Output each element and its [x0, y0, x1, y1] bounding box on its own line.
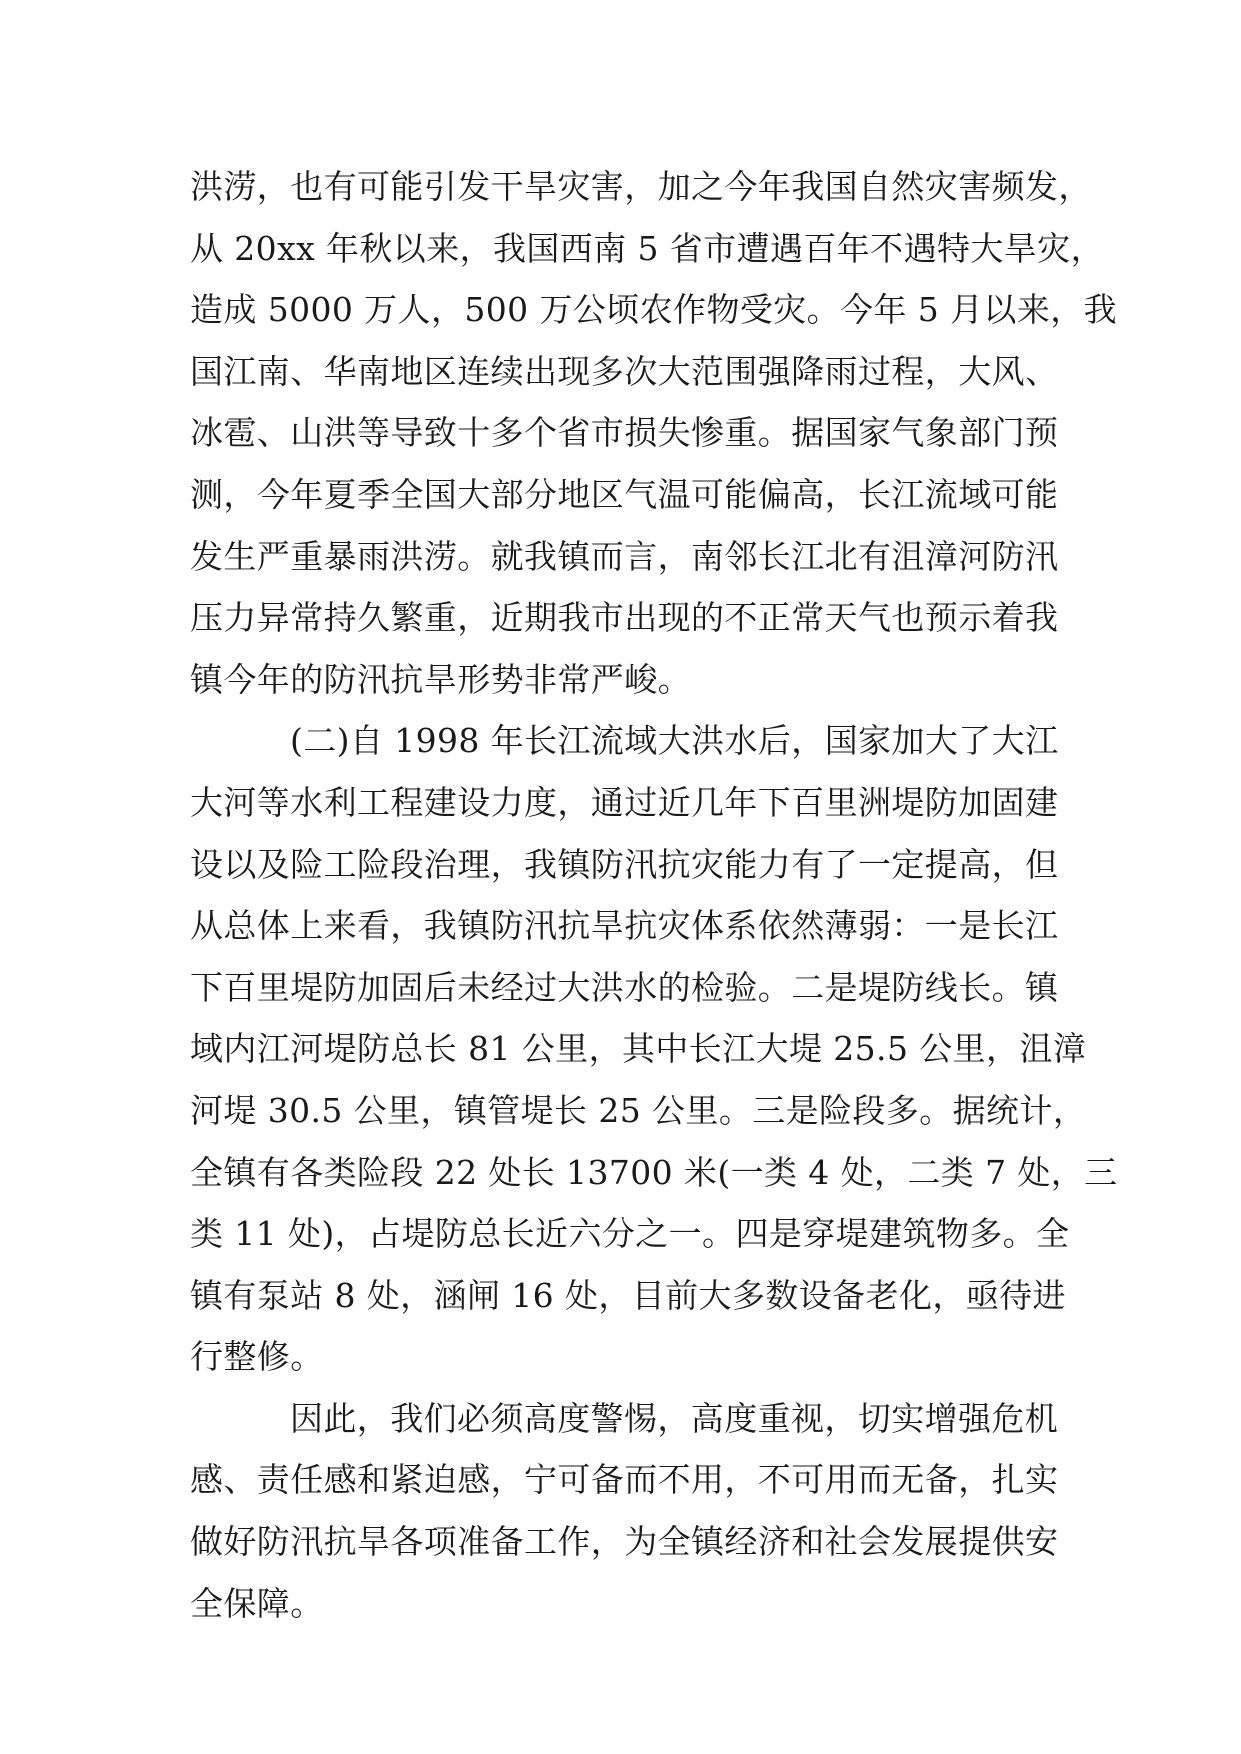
text-line: 设以及险工险段治理，我镇防汛抗灾能力有了一定提高，但	[190, 844, 1059, 884]
text-line: 压力异常持久繁重，近期我市出现的不正常天气也预示着我	[190, 598, 1059, 638]
text-line: 感、责任感和紧迫感，宁可备而不用，不可用而无备，扎实	[190, 1460, 1059, 1500]
text-line: 做好防汛抗旱各项准备工作，为全镇经济和社会发展提供安	[190, 1522, 1059, 1562]
text-line: 冰雹、山洪等导致十多个省市损失惨重。据国家气象部门预	[190, 413, 1059, 453]
text-line: 类 11 处)，占堤防总长近六分之一。四是穿堤建筑物多。全	[190, 1214, 1070, 1254]
paragraph-2	[190, 710, 1118, 1388]
text-line: 下百里堤防加固后未经过大洪水的检验。二是堤防线长。镇	[190, 967, 1059, 1007]
paragraph-3	[190, 1388, 1059, 1634]
text-line: 行整修。	[190, 1337, 324, 1377]
text-line: 从 20xx 年秋以来，我国西南 5 省市遭遇百年不遇特大旱灾，	[190, 228, 1104, 268]
text-line: 全保障。	[190, 1583, 324, 1623]
paragraph-1	[190, 156, 1118, 710]
text-line: 镇今年的防汛抗旱形势非常严峻。	[190, 659, 691, 699]
text-line: 大河等水利工程建设力度，通过近几年下百里洲堤防加固建	[190, 782, 1059, 822]
text-line: 域内江河堤防总长 81 公里，其中长江大堤 25.5 公里，沮漳	[190, 1029, 1087, 1069]
text-line: 全镇有各类险段 22 处长 13700 米(一类 4 处，二类 7 处，三	[190, 1152, 1118, 1192]
text-line: (二)自 1998 年长江流域大洪水后，国家加大了大江	[290, 721, 1059, 761]
text-line: 造成 5000 万人，500 万公顷农作物受灾。今年 5 月以来，我	[190, 290, 1118, 330]
document-body	[190, 156, 1118, 1634]
text-line: 洪涝，也有可能引发干旱灾害，加之今年我国自然灾害频发，	[190, 167, 1092, 206]
text-line: 镇有泵站 8 处，涵闸 16 处，目前大多数设备老化，亟待进	[190, 1275, 1066, 1315]
text-line: 河堤 30.5 公里，镇管堤长 25 公里。三是险段多。据统计，	[190, 1090, 1087, 1130]
text-line: 发生严重暴雨洪涝。就我镇而言，南邻长江北有沮漳河防汛	[190, 536, 1059, 576]
text-line: 国江南、华南地区连续出现多次大范围强降雨过程，大风、	[190, 351, 1059, 391]
text-line: 从总体上来看，我镇防汛抗旱抗灾体系依然薄弱：一是长江	[190, 906, 1059, 946]
text-line: 测，今年夏季全国大部分地区气温可能偏高，长江流域可能	[190, 474, 1059, 514]
text-line: 因此，我们必须高度警惕，高度重视，切实增强危机	[290, 1398, 1059, 1438]
